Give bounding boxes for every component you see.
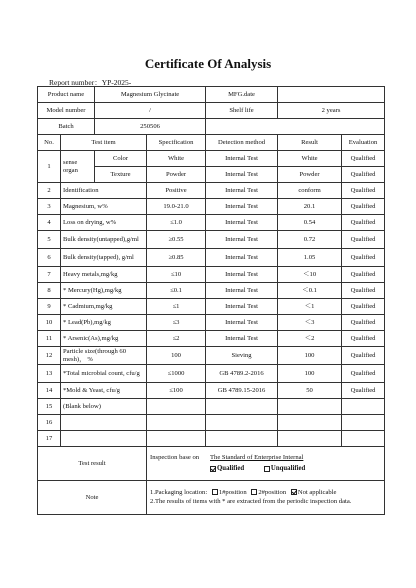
row-detection-method [206, 399, 278, 415]
row-no: 16 [38, 415, 61, 431]
row-detection-method: Internal Test [206, 183, 278, 199]
qualified-label: Qualified [217, 465, 245, 473]
batch-empty-cell [206, 119, 385, 135]
row-result: 50 [278, 383, 342, 399]
row-test-item: * Arsenic(As),mg/kg [61, 331, 147, 347]
inspection-standard: The Standard of Enterprise Internal [210, 454, 304, 462]
row-no: 6 [38, 249, 61, 267]
row-result: ＜1 [278, 299, 342, 315]
row-detection-method: Internal Test [206, 283, 278, 299]
row-specification: ≤100 [147, 383, 206, 399]
row-evaluation: Qualified [342, 215, 385, 231]
sense-evaluation-color: Qualified [342, 151, 385, 167]
product-name-value: Magnesium Glycinate [95, 87, 206, 103]
row-result: 0.54 [278, 215, 342, 231]
position-2-checkbox[interactable] [251, 489, 257, 495]
report-number-label: Report number： [49, 78, 102, 87]
sense-item-color: Color [95, 151, 147, 167]
row-specification: Positive [147, 183, 206, 199]
table-row-6 [38, 249, 385, 267]
row-test-item: * Mercury(Hg),mg/kg [61, 283, 147, 299]
col-test-item: Test item [61, 135, 147, 151]
sense-spec-texture: Powder [147, 167, 206, 183]
sense-method-color: Internal Test [206, 151, 278, 167]
sense-method-texture: Internal Test [206, 167, 278, 183]
row-test-item: (Blank below) [61, 399, 147, 415]
row-result: ＜2 [278, 331, 342, 347]
shelf-life-label: Shelf life [206, 103, 278, 119]
table-row-15 [38, 399, 385, 415]
row-result: ＜0.1 [278, 283, 342, 299]
table-row-11 [38, 331, 385, 347]
not-applicable-checkbox[interactable] [291, 489, 297, 495]
batch-label: Batch [38, 119, 95, 135]
table-row-10 [38, 315, 385, 331]
sense-result-texture: Powder [278, 167, 342, 183]
row-no: 8 [38, 283, 61, 299]
col-no: No. [38, 135, 61, 151]
row-specification [147, 431, 206, 447]
row-detection-method: Internal Test [206, 299, 278, 315]
row-specification: ≥0.85 [147, 249, 206, 267]
qualified-checkbox[interactable] [210, 466, 216, 472]
row-detection-method: GB 4789.2-2016 [206, 365, 278, 383]
row-test-item [61, 431, 147, 447]
row-detection-method: Sieving [206, 347, 278, 365]
row-specification [147, 399, 206, 415]
model-number-value: / [95, 103, 206, 119]
row-test-item: *Total microbial count, cfu/g [61, 365, 147, 383]
row-specification: ≤1 [147, 299, 206, 315]
row-detection-method: Internal Test [206, 267, 278, 283]
row-no: 7 [38, 267, 61, 283]
mfg-date-label: MFG.date [206, 87, 278, 103]
row-evaluation: Qualified [342, 199, 385, 215]
row-result: 100 [278, 365, 342, 383]
row-evaluation: Qualified [342, 249, 385, 267]
row-detection-method: Internal Test [206, 331, 278, 347]
table-row-16 [38, 415, 385, 431]
sense-group-label: sense organ [61, 151, 95, 183]
row-result: 1.05 [278, 249, 342, 267]
row-detection-method: GB 4789.15-2016 [206, 383, 278, 399]
row-specification: ≤1.0 [147, 215, 206, 231]
row-evaluation: Qualified [342, 299, 385, 315]
inspection-label: Inspection base on [150, 454, 200, 462]
product-name-label: Product name [38, 87, 95, 103]
row-no: 9 [38, 299, 61, 315]
row-evaluation: Qualified [342, 183, 385, 199]
col-result: Result [278, 135, 342, 151]
row-result: 20.1 [278, 199, 342, 215]
row-detection-method: Internal Test [206, 315, 278, 331]
row-result: ＜3 [278, 315, 342, 331]
table-row-2 [38, 183, 385, 199]
test-result-label: Test result [38, 447, 147, 481]
table-row-4 [38, 215, 385, 231]
note-cell [147, 481, 385, 515]
position-1-label: 1#position [218, 488, 247, 496]
test-result-row [38, 447, 385, 481]
row-specification: 100 [147, 347, 206, 365]
packaging-location-label: 1.Packaging location: [150, 488, 208, 496]
table-row-13 [38, 365, 385, 383]
sense-item-texture: Texture [95, 167, 147, 183]
row-specification [147, 415, 206, 431]
row-detection-method: Internal Test [206, 215, 278, 231]
row-no: 3 [38, 199, 61, 215]
column-header-row [38, 135, 385, 151]
table-row-7 [38, 267, 385, 283]
row-specification: ≥0.55 [147, 231, 206, 249]
row-detection-method: Internal Test [206, 231, 278, 249]
row-no: 12 [38, 347, 61, 365]
sense-result-color: White [278, 151, 342, 167]
row-test-item: Loss on drying, w% [61, 215, 147, 231]
row-no: 17 [38, 431, 61, 447]
row-specification: ≤2 [147, 331, 206, 347]
row-specification: ≤10 [147, 267, 206, 283]
table-row-12 [38, 347, 385, 365]
row-evaluation [342, 399, 385, 415]
row-specification: ≤0.1 [147, 283, 206, 299]
page-title: Certificate Of Analysis [144, 56, 272, 71]
row-result [278, 415, 342, 431]
report-number-value: YP-2025- [101, 78, 132, 87]
row-no: 13 [38, 365, 61, 383]
sense-spec-color: White [147, 151, 206, 167]
note-line-2: 2.The results of items with * are extracted from the periodic inspection data. [150, 497, 352, 505]
row-test-item: Heavy metals,mg/kg [61, 267, 147, 283]
model-number-label: Model number [38, 103, 95, 119]
row-result: 100 [278, 347, 342, 365]
sense-no: 1 [38, 151, 61, 183]
row-evaluation: Qualified [342, 365, 385, 383]
unqualified-label: Unqualified [270, 465, 306, 473]
row-evaluation [342, 431, 385, 447]
note-row [38, 481, 385, 515]
header-row-batch [38, 119, 385, 135]
row-test-item: * Lead(Pb),mg/kg [61, 315, 147, 331]
header-row-product [38, 87, 385, 103]
row-test-item: *Mold & Yeast, cfu/g [61, 383, 147, 399]
batch-value: 250506 [95, 119, 206, 135]
row-detection-method: Internal Test [206, 249, 278, 267]
row-no: 4 [38, 215, 61, 231]
row-no: 5 [38, 231, 61, 249]
row-specification: 19.0-21.0 [147, 199, 206, 215]
table-row-3 [38, 199, 385, 215]
table-row-8 [38, 283, 385, 299]
row-specification: ≤3 [147, 315, 206, 331]
not-applicable-label: Not applicable [297, 488, 337, 496]
shelf-life-value: 2 years [278, 103, 385, 119]
row-no: 15 [38, 399, 61, 415]
row-evaluation: Qualified [342, 347, 385, 365]
row-detection-method [206, 431, 278, 447]
table-row-17 [38, 431, 385, 447]
row-evaluation: Qualified [342, 315, 385, 331]
position-2-label: 2#position [258, 488, 287, 496]
row-no: 11 [38, 331, 61, 347]
mfg-date-value [278, 87, 385, 103]
row-specification: ≤1000 [147, 365, 206, 383]
row-test-item: Identification [61, 183, 147, 199]
note-label: Note [38, 481, 147, 515]
row-test-item: Magnesium, w% [61, 199, 147, 215]
position-1-checkbox[interactable] [212, 489, 218, 495]
row-no: 2 [38, 183, 61, 199]
row-test-item [61, 415, 147, 431]
row-evaluation [342, 415, 385, 431]
row-evaluation: Qualified [342, 331, 385, 347]
row-test-item: Bulk density(tapped), g/ml [61, 249, 147, 267]
row-test-item: * Cadmium,mg/kg [61, 299, 147, 315]
row-result: 0.72 [278, 231, 342, 249]
row-no: 10 [38, 315, 61, 331]
inspection-cell [147, 447, 385, 481]
row-detection-method: Internal Test [206, 199, 278, 215]
row-no: 14 [38, 383, 61, 399]
row-test-item: Particle size(through 60 mesh)， % [61, 347, 147, 365]
row-test-item: Bulk density(untapped),g/ml [61, 231, 147, 249]
col-detection-method: Detection method [206, 135, 278, 151]
table-row-5 [38, 231, 385, 249]
note-line-1 [150, 489, 381, 498]
row-evaluation: Qualified [342, 383, 385, 399]
analysis-table [37, 86, 385, 515]
sense-row-color [38, 151, 385, 167]
row-detection-method [206, 415, 278, 431]
unqualified-checkbox[interactable] [264, 466, 270, 472]
row-evaluation: Qualified [342, 231, 385, 249]
row-evaluation: Qualified [342, 267, 385, 283]
sense-evaluation-texture: Qualified [342, 167, 385, 183]
col-evaluation: Evaluation [342, 135, 385, 151]
table-row-9 [38, 299, 385, 315]
col-specification: Specification [147, 135, 206, 151]
row-evaluation: Qualified [342, 283, 385, 299]
table-row-14 [38, 383, 385, 399]
header-row-model [38, 103, 385, 119]
row-result: conform [278, 183, 342, 199]
row-result [278, 399, 342, 415]
row-result: ＜10 [278, 267, 342, 283]
row-result [278, 431, 342, 447]
